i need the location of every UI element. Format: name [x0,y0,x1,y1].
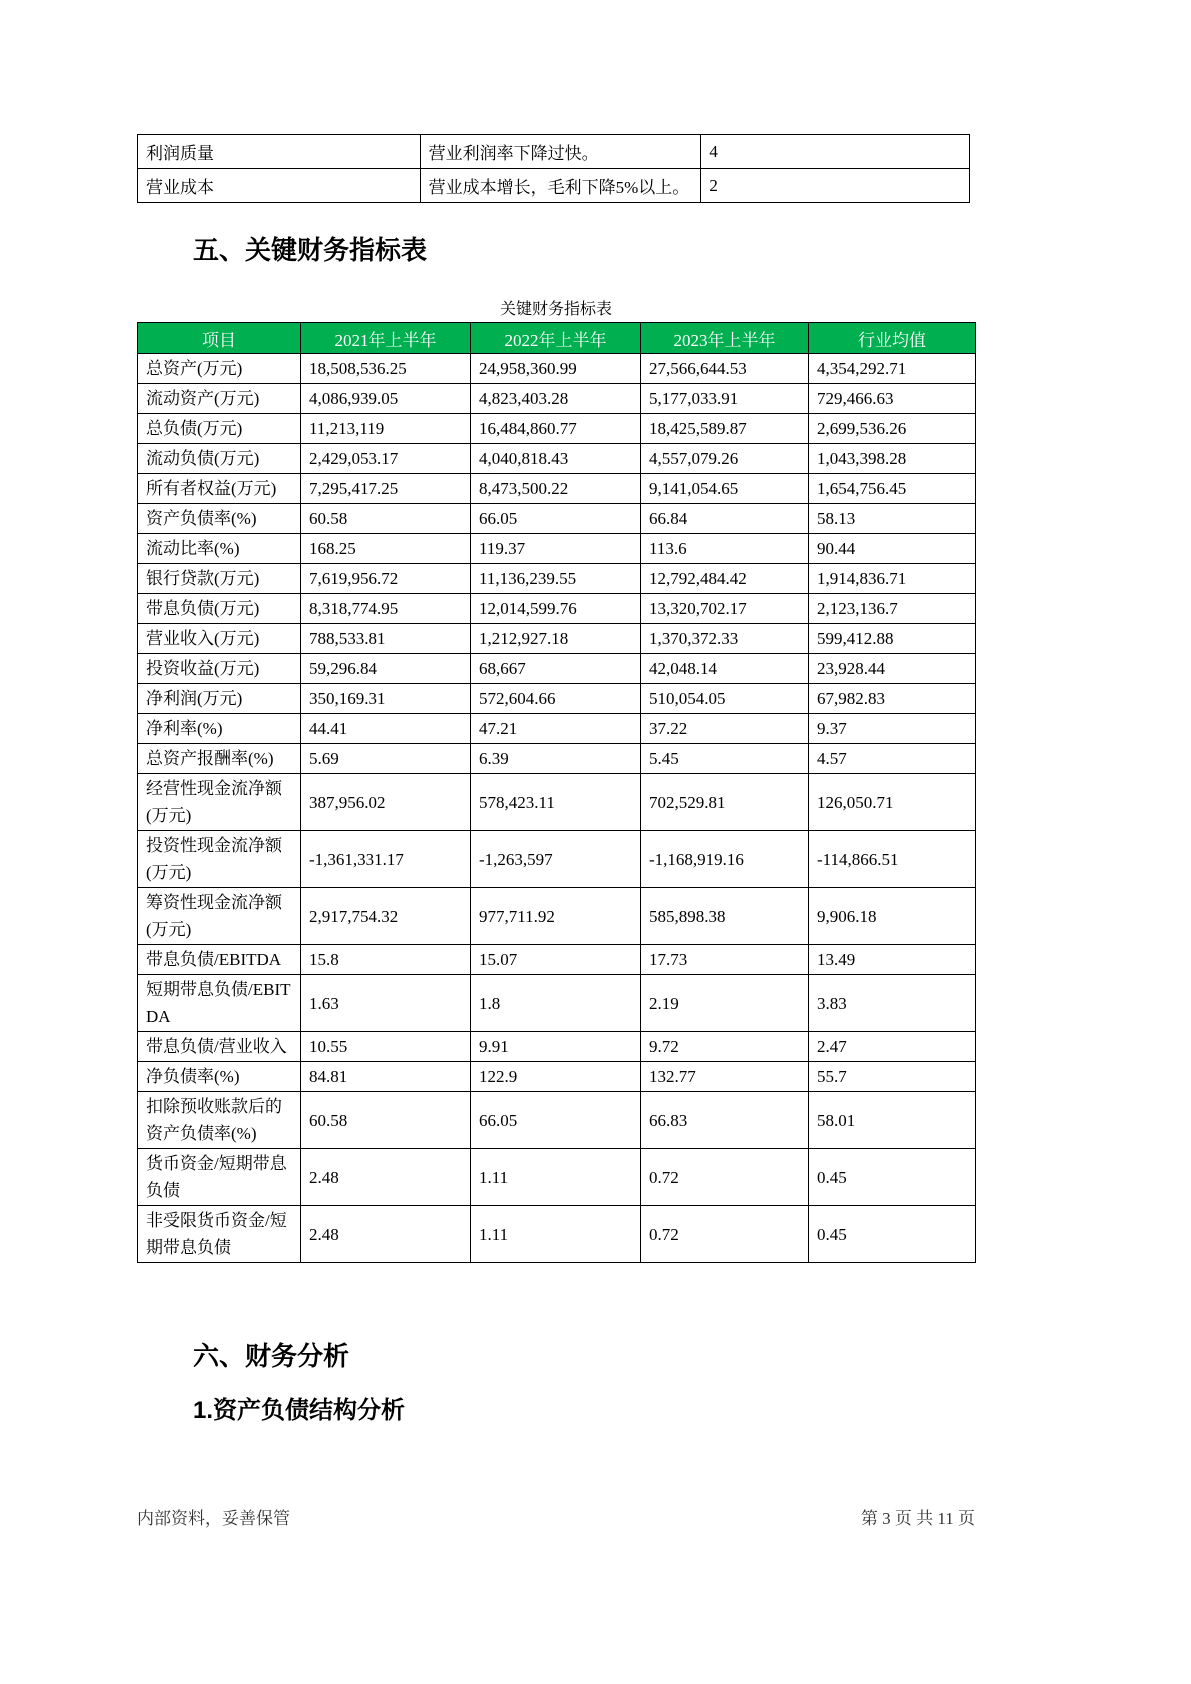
fin-row-label: 短期带息负债/EBITDA [138,975,301,1032]
risk-description-cell: 营业成本增长，毛利下降5%以上。 [420,169,701,203]
fin-row-value: 58.13 [809,504,976,534]
fin-row-value: 1.11 [471,1149,641,1206]
fin-row-value: 7,295,417.25 [301,474,471,504]
fin-row-label: 货币资金/短期带息负债 [138,1149,301,1206]
fin-row-value: 2.47 [809,1032,976,1062]
fin-row-value: 0.72 [641,1206,809,1263]
fin-row-value: 4,354,292.71 [809,354,976,384]
fin-row-value: 1,370,372.33 [641,624,809,654]
fin-table-row [138,975,976,1032]
fin-row-value: 1.8 [471,975,641,1032]
fin-row-value: 67,982.83 [809,684,976,714]
fin-table-row [138,831,976,888]
fin-row-label: 总资产报酬率(%) [138,744,301,774]
financial-indicator-table [137,322,976,1263]
fin-row-value: 15.8 [301,945,471,975]
fin-table-row [138,888,976,945]
fin-row-value: 12,014,599.76 [471,594,641,624]
fin-row-value: 9.37 [809,714,976,744]
fin-row-value: 1,043,398.28 [809,444,976,474]
fin-row-value: 66.83 [641,1092,809,1149]
fin-row-value: 23,928.44 [809,654,976,684]
fin-row-value: 0.45 [809,1149,976,1206]
fin-row-label: 投资性现金流净额(万元) [138,831,301,888]
fin-row-value: 9,141,054.65 [641,474,809,504]
fin-row-value: 16,484,860.77 [471,414,641,444]
fin-table-row [138,504,976,534]
fin-row-value: 4,557,079.26 [641,444,809,474]
fin-row-value: 2.48 [301,1206,471,1263]
fin-row-value: 3.83 [809,975,976,1032]
fin-row-value: 387,956.02 [301,774,471,831]
fin-table-row [138,354,976,384]
fin-table-row [138,1062,976,1092]
fin-row-label: 筹资性现金流净额(万元) [138,888,301,945]
fin-row-value: 2,699,536.26 [809,414,976,444]
fin-table-row [138,384,976,414]
risk-table-row [138,135,970,169]
fin-row-label: 带息负债/营业收入 [138,1032,301,1062]
fin-row-value: 5.69 [301,744,471,774]
fin-table-row [138,474,976,504]
fin-row-value: 9.72 [641,1032,809,1062]
fin-row-value: 66.05 [471,504,641,534]
risk-table-body [138,135,970,203]
fin-table-row [138,774,976,831]
fin-row-value: 17.73 [641,945,809,975]
fin-row-value: 1,212,927.18 [471,624,641,654]
fin-row-value: -114,866.51 [809,831,976,888]
fin-table-row [138,654,976,684]
fin-table-row [138,684,976,714]
fin-row-value: -1,361,331.17 [301,831,471,888]
fin-row-value: 9,906.18 [809,888,976,945]
fin-row-value: 15.07 [471,945,641,975]
fin-row-value: 66.05 [471,1092,641,1149]
fin-row-label: 流动资产(万元) [138,384,301,414]
fin-row-value: 58.01 [809,1092,976,1149]
section-five-heading: 五、关键财务指标表 [193,235,428,265]
fin-row-value: 2,917,754.32 [301,888,471,945]
fin-row-value: 9.91 [471,1032,641,1062]
fin-table-row [138,564,976,594]
fin-row-value: 2.48 [301,1149,471,1206]
risk-description-cell: 营业利润率下降过快。 [420,135,701,169]
fin-row-value: 132.77 [641,1062,809,1092]
fin-table-header-cell: 2021年上半年 [301,323,471,354]
fin-row-value: 2,429,053.17 [301,444,471,474]
fin-row-label: 带息负债(万元) [138,594,301,624]
fin-row-value: -1,168,919.16 [641,831,809,888]
fin-row-value: 585,898.38 [641,888,809,945]
fin-table-row [138,1149,976,1206]
fin-table-row [138,1032,976,1062]
fin-row-value: 702,529.81 [641,774,809,831]
fin-row-value: 788,533.81 [301,624,471,654]
fin-row-value: 18,425,589.87 [641,414,809,444]
fin-row-value: 1.11 [471,1206,641,1263]
fin-table-row [138,594,976,624]
page-footer [137,1504,975,1529]
fin-row-label: 总负债(万元) [138,414,301,444]
fin-row-value: 113.6 [641,534,809,564]
fin-row-label: 净负债率(%) [138,1062,301,1092]
fin-row-value: 11,136,239.55 [471,564,641,594]
fin-row-value: 27,566,644.53 [641,354,809,384]
fin-row-value: 1.63 [301,975,471,1032]
fin-row-value: 18,508,536.25 [301,354,471,384]
fin-row-value: 55.7 [809,1062,976,1092]
fin-row-label: 总资产(万元) [138,354,301,384]
fin-row-value: 0.72 [641,1149,809,1206]
section-six-subheading: 1.资产负债结构分析 [193,1397,406,1424]
fin-row-value: 4.57 [809,744,976,774]
fin-row-label: 流动负债(万元) [138,444,301,474]
fin-row-value: 5,177,033.91 [641,384,809,414]
fin-row-value: 729,466.63 [809,384,976,414]
risk-score-cell: 4 [701,135,970,169]
fin-row-value: 68,667 [471,654,641,684]
fin-row-value: 2.19 [641,975,809,1032]
fin-row-value: 510,054.05 [641,684,809,714]
fin-row-value: 0.45 [809,1206,976,1263]
fin-row-label: 带息负债/EBITDA [138,945,301,975]
fin-table-header-cell: 2023年上半年 [641,323,809,354]
fin-row-value: 350,169.31 [301,684,471,714]
fin-row-value: 122.9 [471,1062,641,1092]
fin-row-value: 599,412.88 [809,624,976,654]
fin-row-value: 119.37 [471,534,641,564]
fin-table-header-cell: 项目 [138,323,301,354]
footer-confidential-note: 内部资料，妥善保管 [137,1509,290,1528]
fin-row-value: 1,914,836.71 [809,564,976,594]
fin-table-row [138,1092,976,1149]
fin-row-label: 投资收益(万元) [138,654,301,684]
section-six-heading: 六、财务分析 [193,1341,350,1371]
fin-row-label: 资产负债率(%) [138,504,301,534]
fin-row-label: 银行贷款(万元) [138,564,301,594]
fin-table-row [138,744,976,774]
fin-row-value: 12,792,484.42 [641,564,809,594]
footer-page-number: 第 3 页 共 11 页 [860,1509,975,1528]
fin-row-value: 60.58 [301,504,471,534]
fin-row-value: 10.55 [301,1032,471,1062]
fin-row-value: 126,050.71 [809,774,976,831]
risk-item-cell: 营业成本 [138,169,421,203]
fin-table-row [138,624,976,654]
risk-item-cell: 利润质量 [138,135,421,169]
fin-row-label: 营业收入(万元) [138,624,301,654]
fin-row-value: 13,320,702.17 [641,594,809,624]
fin-row-value: 6.39 [471,744,641,774]
fin-table-header-row [138,323,976,354]
fin-row-label: 流动比率(%) [138,534,301,564]
fin-row-value: 8,473,500.22 [471,474,641,504]
fin-table-header-cell: 2022年上半年 [471,323,641,354]
fin-table-row [138,414,976,444]
fin-table-row [138,945,976,975]
risk-table-row [138,169,970,203]
risk-score-table [137,134,970,203]
fin-row-value: 37.22 [641,714,809,744]
fin-row-value: 90.44 [809,534,976,564]
fin-table-row [138,714,976,744]
fin-row-value: 4,086,939.05 [301,384,471,414]
fin-row-value: 44.41 [301,714,471,744]
fin-row-value: 4,040,818.43 [471,444,641,474]
fin-table-header-cell: 行业均值 [809,323,976,354]
fin-row-value: 84.81 [301,1062,471,1092]
fin-row-value: 47.21 [471,714,641,744]
fin-row-value: 578,423.11 [471,774,641,831]
fin-row-label: 非受限货币资金/短期带息负债 [138,1206,301,1263]
fin-row-value: 60.58 [301,1092,471,1149]
fin-row-value: 977,711.92 [471,888,641,945]
fin-table-row [138,444,976,474]
fin-row-value: 168.25 [301,534,471,564]
fin-row-value: 572,604.66 [471,684,641,714]
indicator-table-caption: 关键财务指标表 [499,301,612,318]
fin-row-value: -1,263,597 [471,831,641,888]
fin-row-value: 8,318,774.95 [301,594,471,624]
fin-table-row [138,534,976,564]
risk-score-cell: 2 [701,169,970,203]
fin-table-row [138,1206,976,1263]
fin-row-label: 净利润(万元) [138,684,301,714]
fin-row-value: 4,823,403.28 [471,384,641,414]
fin-table-body [138,354,976,1263]
fin-row-label: 经营性现金流净额(万元) [138,774,301,831]
fin-row-label: 扣除预收账款后的资产负债率(%) [138,1092,301,1149]
fin-row-value: 13.49 [809,945,976,975]
fin-row-value: 24,958,360.99 [471,354,641,384]
fin-row-value: 59,296.84 [301,654,471,684]
fin-row-value: 1,654,756.45 [809,474,976,504]
fin-row-label: 所有者权益(万元) [138,474,301,504]
fin-row-value: 42,048.14 [641,654,809,684]
fin-row-label: 净利率(%) [138,714,301,744]
fin-row-value: 66.84 [641,504,809,534]
fin-row-value: 7,619,956.72 [301,564,471,594]
fin-row-value: 2,123,136.7 [809,594,976,624]
fin-row-value: 11,213,119 [301,414,471,444]
fin-row-value: 5.45 [641,744,809,774]
